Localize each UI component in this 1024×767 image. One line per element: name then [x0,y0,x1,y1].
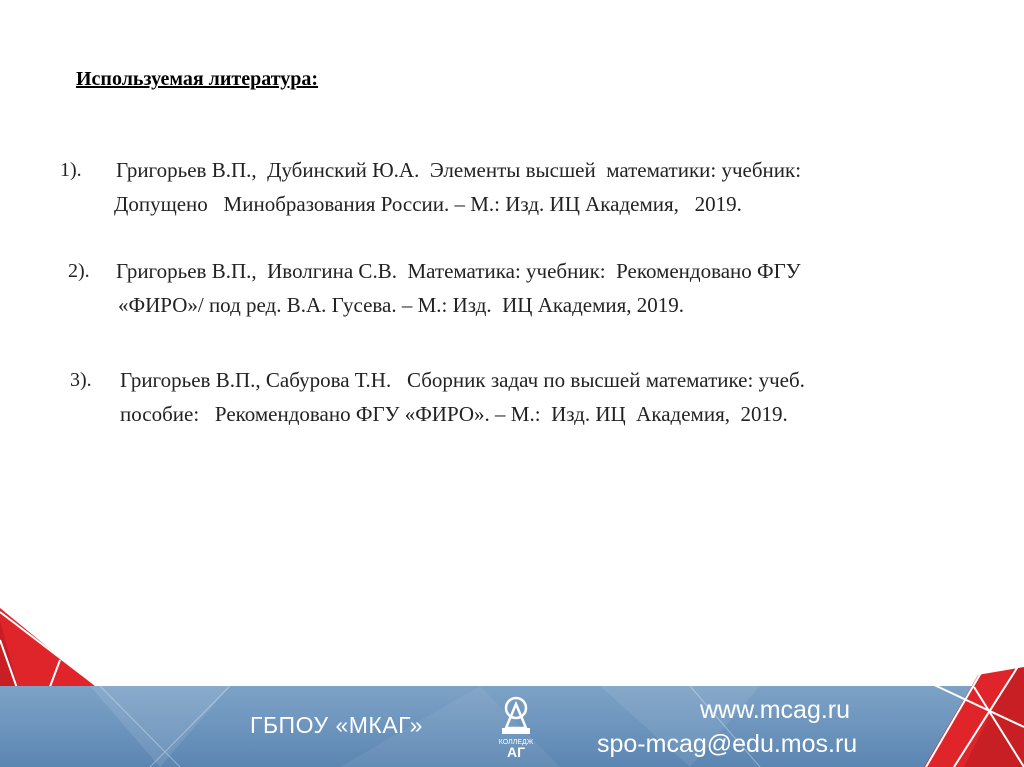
reference-3-line-2: пособие: Рекомендовано ФГУ «ФИРО». – М.: Изд. ИЦ Академия, 2019. [120,402,788,426]
reference-2-line-1: Григорьев В.П., Иволгина С.В. Математика: учебник: Рекомендовано ФГУ [116,259,801,283]
reference-2-number: 2). [68,260,90,282]
reference-1-line-2: Допущено Минобразования России. – М.: Изд. ИЦ Академия, 2019. [114,192,742,216]
left-corner-decoration [0,0,140,767]
logo-caption: КОЛЛЕДЖ [498,739,534,746]
footer-website-link[interactable]: www.mcag.ru [700,696,851,724]
reference-3 [0,362,1024,434]
reference-2 [0,253,1024,325]
reference-1-line-1: Григорьев В.П., Дубинский Ю.А. Элементы высшей математики: учебник: [116,158,802,182]
reference-1 [0,152,1024,224]
right-corner-decoration [894,587,1024,767]
reference-3-number: 3). [70,369,92,391]
reference-2-line-2: «ФИРО»/ под ред. В.А. Гусева. – М.: Изд. ИЦ Академия, 2019. [118,293,685,317]
college-logo-icon [492,694,540,758]
reference-3-line-1: Григорьев В.П., Сабурова Т.Н. Сборник задач по высшей математике: учеб. [120,368,805,392]
logo-letters: АГ [506,744,526,758]
reference-1-number: 1). [60,159,82,181]
bibliography-heading: Используемая литература: [76,68,319,90]
footer-email-link[interactable]: spo-mcag@edu.mos.ru [597,730,858,758]
footer-org-name: ГБПОУ «МКАГ» [250,712,423,738]
